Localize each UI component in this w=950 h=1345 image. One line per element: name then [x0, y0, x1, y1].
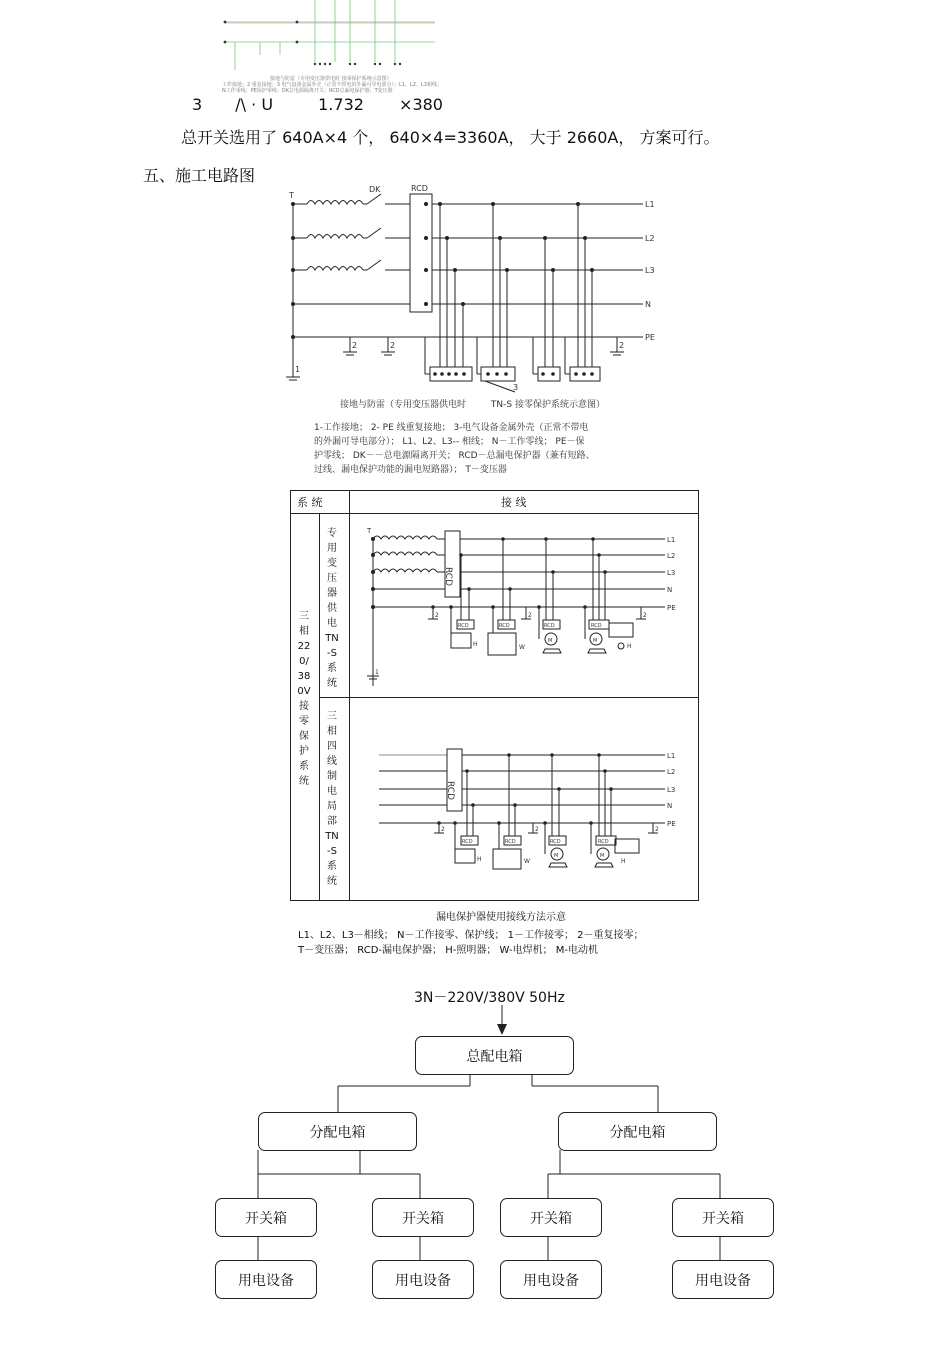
switch-box-2-label: 开关箱 — [402, 1210, 444, 1227]
row2-rcd-2: RCD — [505, 839, 516, 845]
sub-distribution-box-2 — [558, 1112, 717, 1151]
section-title: 五、施工电路图 — [143, 166, 256, 185]
row1-label-t: T — [367, 527, 372, 535]
row2-rcd-main: RCD — [445, 781, 455, 801]
equipment-box-2-label: 用电设备 — [395, 1272, 451, 1289]
formula-n: 3 — [192, 95, 203, 114]
row1-rcd-3: RCD — [544, 623, 555, 629]
row2-ground-2a: 2 — [441, 826, 445, 833]
formula-voltage: ×380 — [399, 95, 443, 114]
fig1-label-l1: L1 — [645, 200, 655, 209]
fig1-caption-b: TN-S — [490, 400, 513, 410]
row1-ground-1: 1 — [375, 669, 379, 676]
row1-label-pe: PE — [667, 604, 676, 612]
fig1-label-n: N — [645, 300, 651, 309]
fig1-ground-1: 1 — [295, 365, 301, 374]
equipment-box-3 — [500, 1260, 602, 1299]
table-header-system: 系 统 — [297, 496, 323, 509]
switch-box-2 — [372, 1198, 474, 1237]
row2-rcd-1: RCD — [462, 839, 473, 845]
main-distribution-box — [415, 1036, 574, 1075]
row2-label-w: W — [524, 858, 530, 865]
row1-label-l2: L2 — [667, 552, 676, 560]
row2-label-h: H — [477, 856, 482, 863]
fig2-legend-1: L1、L2、L3－相线； N－工作接零、保护线； 1－工作接零； 2－重复接零； — [298, 930, 644, 941]
row2-rcd-3: RCD — [550, 839, 561, 845]
fig1-label-t: T — [289, 191, 294, 200]
row1-label-m1: M — [548, 638, 553, 644]
sub-distribution-box-1 — [258, 1112, 417, 1151]
switch-box-1 — [215, 1198, 317, 1237]
row2-label-l1: L1 — [667, 752, 676, 760]
row2-ground-2c: 2 — [655, 826, 659, 833]
formula-sqrt3: 1.732 — [318, 95, 364, 114]
row2-label-l3: L3 — [667, 786, 676, 794]
equipment-box-1-label: 用电设备 — [238, 1272, 294, 1289]
table-left-label: 三相 220/380V 接零保护系统 — [297, 611, 311, 787]
fig1-ground-2b: 2 — [390, 341, 396, 350]
fig1-legend-1: 1-工作接地； 2- PE 线重复接地； 3-电气设备金属外壳（正常不带电 — [314, 423, 589, 433]
equipment-box-4-label: 用电设备 — [695, 1272, 751, 1289]
table-header-wiring: 接 线 — [501, 496, 527, 509]
equipment-box-2 — [372, 1260, 474, 1299]
supply-label: 3N－220V/380V 50Hz — [414, 990, 565, 1006]
fig1-label-pe: PE — [645, 333, 655, 342]
fig1-caption-a: 接地与防雷（专用变压器供电时 — [340, 400, 467, 410]
switch-box-3 — [500, 1198, 602, 1237]
row1-rcd-4: RCD — [591, 623, 602, 629]
main-distribution-box-label: 总配电箱 — [466, 1048, 523, 1065]
fig1-legend-2: 的外漏可导电部分）； L1、L2、L3-- 相线； N－工作零线； PE－保 — [314, 437, 585, 447]
row2-rcd-4: RCD — [598, 839, 609, 845]
fig1-legend-3: 护零线； DK－－总电源隔离开关； RCD－总漏电保护器（兼有短路、 — [314, 451, 595, 461]
table-row2-label: 三相四线制电局部TN-S系统 — [325, 711, 339, 887]
row1-label-w: W — [519, 644, 525, 651]
fig1-label-l3: L3 — [645, 266, 655, 275]
switch-box-4 — [672, 1198, 774, 1237]
row2-label-pe: PE — [667, 820, 676, 828]
switch-paragraph: 总开关选用了 640A×4 个， 640×4=3360A， 大于 2660A， 方案可行。 — [181, 128, 720, 147]
switch-box-4-label: 开关箱 — [702, 1210, 744, 1227]
top-fragment-caption: 接地与防雷（专用变压器供电时 接零保护系统示意图） — [270, 76, 392, 82]
row1-rcd-main: RCD — [443, 567, 453, 587]
row1-label-l3: L3 — [667, 569, 676, 577]
row1-label-m2: M — [593, 638, 598, 644]
row1-label-n: N — [667, 586, 673, 594]
fig1-label-dk: DK — [369, 185, 381, 194]
row1-ground-2b: 2 — [528, 612, 532, 619]
fig1-caption-c: 接零保护系统示意图） — [514, 400, 605, 410]
fig2-legend-2: T－变压器； RCD-漏电保护器； H-照明器； W-电焊机； M-电动机 — [298, 945, 599, 956]
row2-label-m2: M — [600, 853, 605, 859]
fig2-caption: 漏电保护器使用接线方法示意 — [436, 912, 566, 923]
fig1-label-l2: L2 — [645, 234, 655, 243]
row1-ground-2a: 2 — [435, 612, 439, 619]
equipment-box-4 — [672, 1260, 774, 1299]
row1-rcd-1: RCD — [458, 623, 469, 629]
row2-label-n: N — [667, 802, 673, 810]
row1-rcd-2: RCD — [499, 623, 510, 629]
fig1-label-rcd: RCD — [411, 184, 428, 193]
row2-label-l2: L2 — [667, 768, 676, 776]
sub-distribution-box-1-label: 分配电箱 — [309, 1124, 366, 1141]
switch-box-1-label: 开关箱 — [245, 1210, 287, 1227]
row2-label-m1: M — [554, 853, 559, 859]
row2-label-h2: H — [621, 858, 626, 865]
row1-label-h2: H — [627, 643, 632, 650]
fig1-legend-4: 过线、漏电保护功能的漏电短路器）； T－变压器 — [314, 465, 507, 475]
row2-ground-2b: 2 — [535, 826, 539, 833]
sub-distribution-box-2-label: 分配电箱 — [609, 1124, 666, 1141]
fig1-ground-2c: 2 — [619, 341, 625, 350]
switch-box-3-label: 开关箱 — [530, 1210, 572, 1227]
row1-ground-2c: 2 — [643, 612, 647, 619]
row1-label-l1: L1 — [667, 536, 676, 544]
equipment-box-1 — [215, 1260, 317, 1299]
formula-symbol: /\ · U — [235, 95, 274, 114]
table-row1-label: 专用变压器供电TN-S系统 — [325, 528, 339, 689]
fig1-ground-2a: 2 — [352, 341, 358, 350]
row1-label-h: H — [473, 641, 478, 648]
fig1-label-3: 3 — [513, 383, 519, 392]
equipment-box-3-label: 用电设备 — [523, 1272, 579, 1289]
top-fragment-legend: 工作接地；2 重复接地；3 电气设备金属外壳（正常不带电的外漏可导电部分）；L1、L2、L3相线；N工作零线；PE保护零线；DK总电源隔离开关；RCD总漏电保护器；T变压器 — [222, 82, 442, 94]
